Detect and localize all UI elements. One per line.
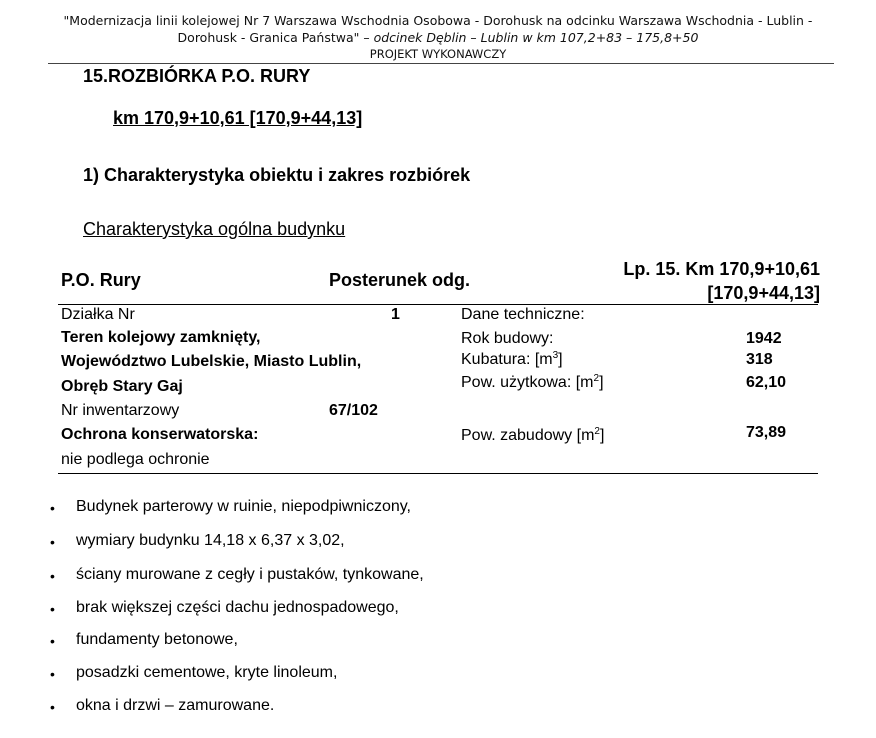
bullet-marker — [50, 609, 58, 617]
list-item: fundamenty betonowe, — [76, 631, 238, 648]
conservation-label: Ochrona konserwatorska: — [61, 426, 259, 443]
header-project-line-1: "Modernizacja linii kolejowej Nr 7 Warszawa Wschodnia Osobowa - Dorohusk na odcinku Warszawa Wschodnia - Lublin - — [63, 13, 813, 28]
header-project-line-2a: Dorohusk - Granica Państwa" — [177, 30, 360, 45]
built-area-label-close: ] — [599, 427, 605, 444]
header-project-stage: PROJEKT WYKONAWCZY — [369, 47, 507, 61]
plot-label: Działka Nr — [61, 306, 135, 323]
object-name: P.O. Rury — [61, 270, 141, 290]
section-km: km 170,9+10,61 [170,9+44,13] — [113, 108, 363, 128]
built-area-value: 73,89 — [746, 424, 787, 441]
object-type: Posterunek odg. — [329, 270, 471, 290]
list-item: wymiary budynku 14,18 x 6,37 x 3,02, — [76, 532, 345, 549]
tech-data-label: Dane techniczne: — [461, 306, 585, 323]
object-lp-line1: Lp. 15. Km 170,9+10,61 — [623, 259, 820, 279]
built-area-unit-exponent: 2 — [594, 426, 600, 437]
bullet-marker — [50, 641, 58, 649]
section-subtitle: 1) Charakterystyka obiektu i zakres rozbiórek — [83, 165, 471, 185]
volume-value: 318 — [746, 351, 773, 368]
list-item: okna i drzwi – zamurowane. — [76, 697, 275, 714]
land-line-2: Województwo Lubelskie, Miasto Lublin, — [61, 353, 362, 370]
table-top-rule — [58, 304, 818, 305]
land-line-3: Obręb Stary Gaj — [61, 378, 183, 395]
bullet-marker — [50, 508, 58, 516]
list-item: brak większej części dachu jednospadowego, — [76, 599, 399, 616]
header-rule — [48, 63, 834, 64]
built-area-label-text: Pow. zabudowy [m — [461, 427, 595, 444]
list-item: posadzki cementowe, kryte linoleum, — [76, 664, 338, 681]
land-line-1: Teren kolejowy zamknięty, — [61, 329, 261, 346]
plot-value: 1 — [391, 306, 400, 323]
section-title: 15.ROZBIÓRKA P.O. RURY — [83, 66, 311, 86]
year-label: Rok budowy: — [461, 330, 554, 347]
conservation-value: nie podlega ochronie — [61, 451, 210, 468]
built-area-label — [461, 427, 604, 445]
header-project-line-2 — [40, 29, 836, 46]
general-heading: Charakterystyka ogólna budynku — [83, 219, 346, 239]
bullet-marker — [50, 707, 58, 715]
volume-label — [461, 351, 563, 369]
usable-area-label-text: Pow. użytkowa: [m — [461, 374, 594, 391]
volume-unit-exponent: 3 — [552, 350, 559, 361]
usable-area-unit-exponent: 2 — [593, 373, 600, 384]
bullet-marker — [50, 576, 58, 584]
volume-label-close: ] — [558, 351, 563, 368]
usable-area-label-close: ] — [599, 374, 604, 391]
list-item: ściany murowane z cegły i pustaków, tynkowane, — [76, 566, 424, 583]
header-project-line-2b: – odcinek Dęblin – Lublin w km 107,2+83 – 175,8+50 — [359, 30, 699, 45]
object-lp-line2: [170,9+44,13] — [707, 283, 820, 303]
volume-label-text: Kubatura: [m — [461, 351, 553, 368]
year-value: 1942 — [746, 330, 782, 347]
inventory-label: Nr inwentarzowy — [61, 402, 180, 419]
list-item: Budynek parterowy w ruinie, niepodpiwniczony, — [76, 498, 411, 515]
inventory-value: 67/102 — [329, 402, 378, 419]
table-bottom-rule — [58, 473, 818, 474]
bullet-marker — [50, 542, 58, 550]
usable-area-value: 62,10 — [746, 374, 787, 391]
usable-area-label — [461, 374, 604, 392]
bullet-marker — [50, 674, 58, 682]
